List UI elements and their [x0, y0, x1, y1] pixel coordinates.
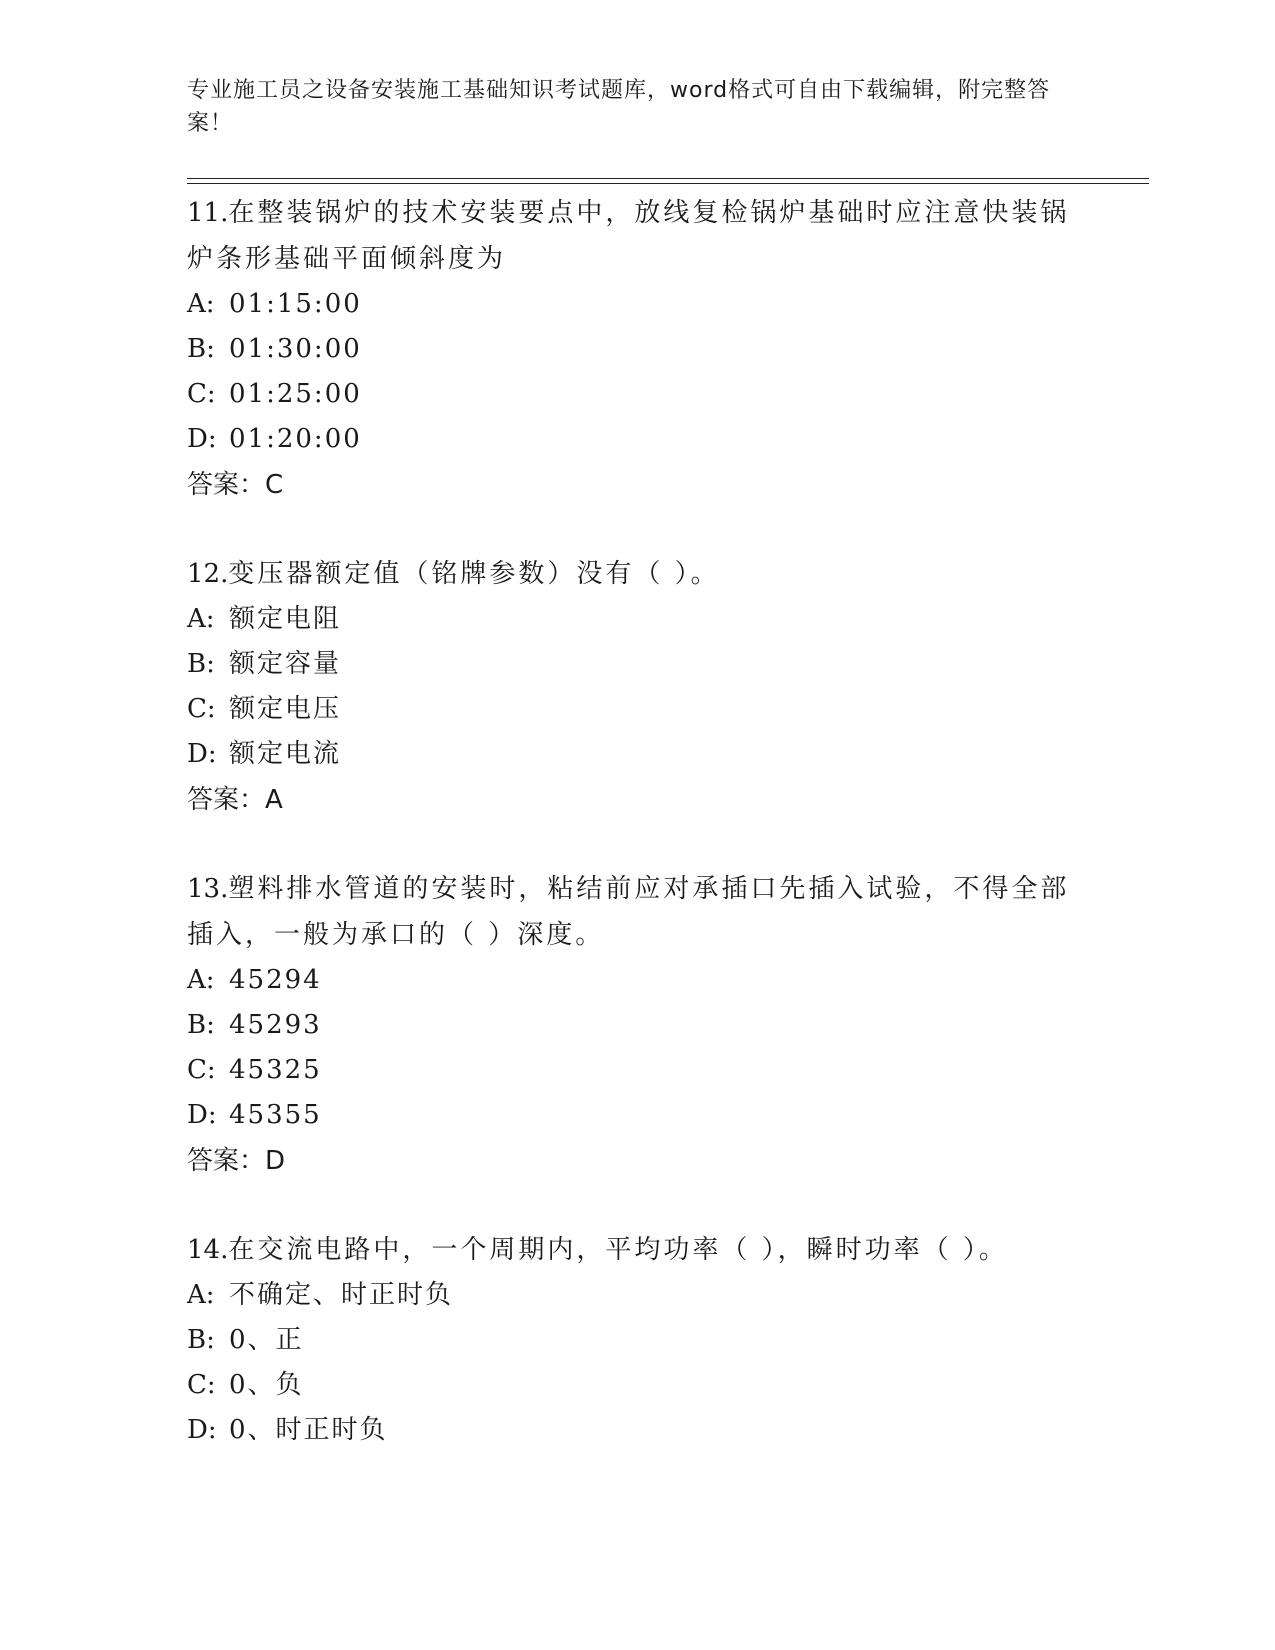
option-b: [187, 642, 1087, 687]
option-value: 额定容量: [229, 649, 342, 679]
option-value: 额定电流: [229, 739, 342, 769]
option-key: B:: [187, 1325, 215, 1355]
question-11: [187, 190, 1087, 508]
question-number: 11.: [187, 198, 229, 228]
option-value: 45355: [229, 1100, 322, 1130]
header-divider-top: [187, 178, 1149, 179]
question-12: [187, 551, 1087, 823]
option-value: 额定电阻: [229, 604, 342, 634]
option-c: [187, 687, 1087, 732]
answer-line: 答案：D: [187, 1146, 286, 1176]
question-text: [187, 1227, 1077, 1273]
option-value: 45293: [229, 1010, 322, 1040]
option-a: [187, 1273, 1087, 1318]
option-key: B:: [187, 649, 215, 679]
option-key: D:: [187, 1100, 217, 1130]
option-key: D:: [187, 739, 217, 769]
question-stem: 变压器额定值（铭牌参数）没有（ ）。: [228, 559, 720, 589]
option-value: 01:25:00: [229, 379, 362, 409]
option-value: 01:30:00: [229, 334, 362, 364]
option-key: D:: [187, 1415, 217, 1445]
option-key: C:: [187, 1370, 216, 1400]
option-value: 45325: [229, 1055, 322, 1085]
option-b: [187, 327, 1087, 372]
answer-line: 答案：C: [187, 470, 284, 500]
option-key: D:: [187, 424, 217, 454]
option-key: B:: [187, 1010, 215, 1040]
option-a: [187, 597, 1087, 642]
option-d: [187, 1093, 1087, 1138]
question-stem: 塑料排水管道的安装时，粘结前应对承插口先插入试验，不得全部插入，一般为承口的（ ）深度。: [187, 874, 1070, 950]
option-value: 0、时正时负: [229, 1415, 388, 1445]
answer-line: 答案：A: [187, 785, 283, 815]
option-c: [187, 1363, 1087, 1408]
option-b: [187, 1318, 1087, 1363]
question-stem: 在交流电路中，一个周期内，平均功率（ ），瞬时功率（ ）。: [228, 1235, 1008, 1265]
question-text: [187, 190, 1077, 282]
option-value: 额定电压: [229, 694, 342, 724]
option-c: [187, 372, 1087, 417]
question-13: [187, 866, 1087, 1184]
question-number: 14.: [187, 1235, 229, 1265]
option-key: A:: [187, 289, 215, 319]
option-d: [187, 417, 1087, 462]
question-text: [187, 551, 1077, 597]
option-b: [187, 1003, 1087, 1048]
question-number: 12.: [187, 559, 229, 589]
option-value: 不确定、时正时负: [229, 1280, 454, 1310]
option-d: [187, 732, 1087, 777]
option-value: 01:15:00: [229, 289, 362, 319]
option-a: [187, 282, 1087, 327]
option-a: [187, 958, 1087, 1003]
question-stem: 在整装锅炉的技术安装要点中，放线复检锅炉基础时应注意快装锅炉条形基础平面倾斜度为: [187, 198, 1070, 274]
option-value: 01:20:00: [229, 424, 362, 454]
option-value: 0、负: [229, 1370, 304, 1400]
header-divider-bottom: [187, 183, 1149, 184]
question-text: [187, 866, 1077, 958]
header-note: 专业施工员之设备安装施工基础知识考试题库，word格式可自由下载编辑，附完整答案！: [187, 78, 1051, 136]
option-key: A:: [187, 1280, 215, 1310]
option-value: 45294: [229, 965, 322, 995]
question-list: [187, 190, 1087, 1496]
option-value: 0、正: [229, 1325, 304, 1355]
option-d: [187, 1408, 1087, 1453]
option-key: B:: [187, 334, 215, 364]
option-key: A:: [187, 604, 215, 634]
option-key: C:: [187, 1055, 216, 1085]
option-key: C:: [187, 379, 216, 409]
question-number: 13.: [187, 874, 229, 904]
option-key: A:: [187, 965, 215, 995]
option-c: [187, 1048, 1087, 1093]
option-key: C:: [187, 694, 216, 724]
question-14: [187, 1227, 1087, 1453]
